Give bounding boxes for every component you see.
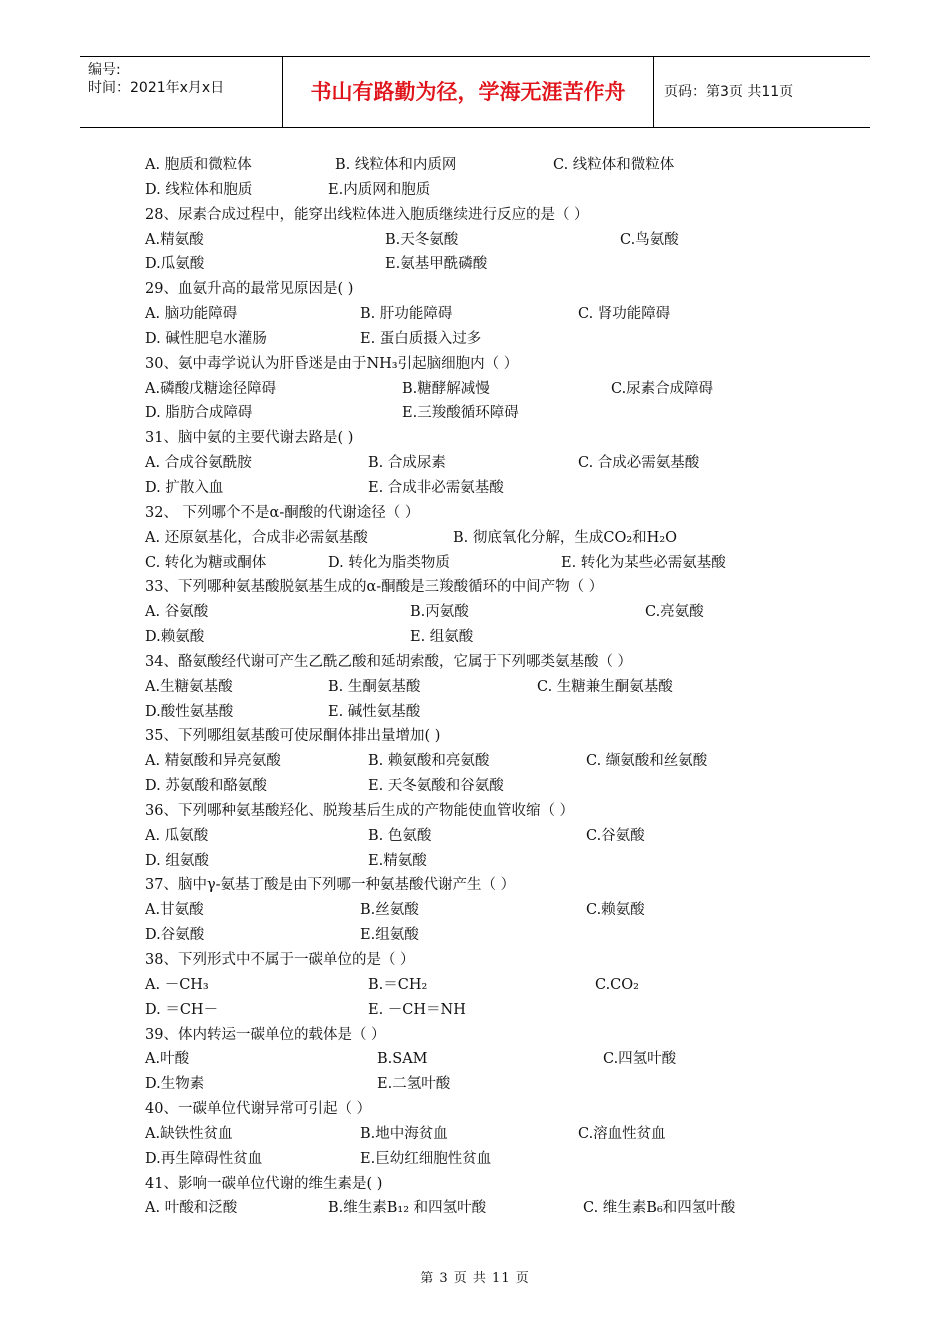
answer-option: A.生糖氨基酸 bbox=[145, 678, 233, 695]
question-text: 36、下列哪种氨基酸羟化、脱羧基后生成的产物能使血管收缩（ ） bbox=[145, 802, 575, 819]
answer-option: D. 脂肪合成障碍 bbox=[145, 405, 253, 422]
option-row bbox=[145, 998, 845, 1023]
option-row bbox=[145, 1147, 845, 1172]
answer-option: B.丝氨酸 bbox=[360, 902, 419, 919]
question-text: 38、下列形式中不属于一碳单位的是（ ） bbox=[145, 952, 415, 968]
answer-option: C.尿素合成障碍 bbox=[611, 380, 714, 397]
answer-option: A. 叶酸和泛酸 bbox=[145, 1200, 238, 1217]
question-text: 39、体内转运一碳单位的载体是（ ） bbox=[145, 1026, 386, 1043]
answer-option: E. －CH＝NH bbox=[368, 1001, 466, 1018]
answer-option: E.组氨酸 bbox=[360, 927, 419, 944]
number-label: 编号: bbox=[88, 62, 121, 78]
answer-option: B. 色氨酸 bbox=[368, 827, 432, 844]
answer-option: D. 转化为脂类物质 bbox=[328, 554, 450, 571]
question-text: 29、血氨升高的最常见原因是( ) bbox=[145, 281, 354, 298]
answer-option: A. 精氨酸和异亮氨酸 bbox=[145, 753, 281, 770]
answer-option: B.丙氨酸 bbox=[410, 604, 469, 621]
answer-option: B. 生酮氨基酸 bbox=[328, 678, 421, 695]
answer-option: A. 还原氨基化，合成非必需氨基酸 bbox=[145, 529, 368, 546]
answer-option: A.磷酸戊糖途径障碍 bbox=[145, 380, 277, 397]
question-stem bbox=[145, 575, 845, 600]
answer-option: A. 合成谷氨酰胺 bbox=[145, 455, 252, 472]
answer-option: E. 合成非必需氨基酸 bbox=[368, 479, 504, 496]
answer-option: E.二氢叶酸 bbox=[377, 1076, 451, 1093]
answer-option: C.鸟氨酸 bbox=[620, 231, 679, 248]
answer-option: D. ＝CH－ bbox=[145, 1001, 219, 1018]
answer-option: B. 线粒体和内质网 bbox=[335, 157, 457, 173]
question-list bbox=[145, 153, 845, 1221]
answer-option: C.溶血性贫血 bbox=[578, 1125, 666, 1142]
answer-option: D.酸性氨基酸 bbox=[145, 703, 234, 720]
answer-option: E. 转化为某些必需氨基酸 bbox=[561, 554, 726, 571]
option-row bbox=[145, 600, 845, 625]
option-row bbox=[145, 526, 845, 551]
answer-option: C.亮氨酸 bbox=[645, 604, 704, 621]
header-meta bbox=[80, 57, 282, 127]
question-text: 32、 下列哪个不是α-酮酸的代谢途径（ ） bbox=[145, 504, 420, 521]
answer-option: E. 组氨酸 bbox=[410, 629, 474, 646]
option-row bbox=[145, 377, 845, 402]
answer-option: B. 彻底氧化分解，生成CO₂和H₂O bbox=[453, 529, 678, 546]
answer-option: B.天冬氨酸 bbox=[385, 231, 459, 248]
question-stem bbox=[145, 277, 845, 302]
answer-option: D. 扩散入血 bbox=[145, 479, 224, 496]
answer-option: B.地中海贫血 bbox=[360, 1125, 448, 1142]
answer-option: E.氨基甲酰磷酸 bbox=[385, 256, 488, 273]
question-text: 37、脑中γ-氨基丁酸是由下列哪一种氨基酸代谢产生（ ） bbox=[145, 877, 516, 894]
answer-option: A. 瓜氨酸 bbox=[145, 827, 209, 844]
answer-option: D. 苏氨酸和酪氨酸 bbox=[145, 778, 267, 795]
answer-option: C.谷氨酸 bbox=[586, 827, 645, 844]
answer-option: A. 脑功能障碍 bbox=[145, 306, 238, 323]
answer-option: E.内质网和胞质 bbox=[328, 181, 431, 198]
header-page-label: 页码：第3页 共11页 bbox=[664, 84, 794, 100]
option-row bbox=[145, 1196, 845, 1221]
question-stem bbox=[145, 1097, 845, 1122]
question-stem bbox=[145, 426, 845, 451]
answer-option: C. 维生素B₆和四氢叶酸 bbox=[583, 1200, 736, 1217]
answer-option: D.生物素 bbox=[145, 1076, 205, 1093]
option-row bbox=[145, 923, 845, 948]
question-stem bbox=[145, 948, 845, 973]
option-row bbox=[145, 228, 845, 253]
question-stem bbox=[145, 650, 845, 675]
answer-option: C.CO₂ bbox=[595, 976, 639, 993]
answer-option: E.精氨酸 bbox=[368, 852, 427, 869]
answer-option: D. 碱性肥皂水灌肠 bbox=[145, 330, 267, 347]
answer-option: D.赖氨酸 bbox=[145, 629, 205, 646]
answer-option: D. 线粒体和胞质 bbox=[145, 181, 253, 198]
option-row bbox=[145, 401, 845, 426]
answer-option: B. 合成尿素 bbox=[368, 455, 446, 472]
option-row bbox=[145, 749, 845, 774]
answer-option: C. 合成必需氨基酸 bbox=[578, 455, 700, 472]
question-text: 40、一碳单位代谢异常可引起（ ） bbox=[145, 1101, 372, 1118]
question-stem bbox=[145, 203, 845, 228]
option-row bbox=[145, 551, 845, 576]
question-text: 30、氨中毒学说认为肝昏迷是由于NH₃引起脑细胞内（ ） bbox=[145, 355, 519, 372]
option-row bbox=[145, 451, 845, 476]
option-row bbox=[145, 774, 845, 799]
answer-option: A.甘氨酸 bbox=[145, 902, 204, 919]
option-row bbox=[145, 178, 845, 203]
option-row bbox=[145, 1072, 845, 1097]
question-text: 33、下列哪种氨基酸脱氨基生成的α-酮酸是三羧酸循环的中间产物（ ） bbox=[145, 579, 604, 596]
option-row bbox=[145, 973, 845, 998]
option-row bbox=[145, 252, 845, 277]
answer-option: D.再生障碍性贫血 bbox=[145, 1150, 263, 1167]
page-header bbox=[80, 56, 870, 128]
question-text: 35、下列哪组氨基酸可使尿酮体排出量增加( ) bbox=[145, 728, 441, 745]
question-text: 28、尿素合成过程中，能穿出线粒体进入胞质继续进行反应的是（ ） bbox=[145, 206, 589, 223]
question-stem bbox=[145, 799, 845, 824]
option-row bbox=[145, 1122, 845, 1147]
answer-option: B.维生素B₁₂ 和四氢叶酸 bbox=[328, 1200, 487, 1217]
question-text: 41、影响一碳单位代谢的维生素是( ) bbox=[145, 1175, 383, 1192]
answer-option: D. 组氨酸 bbox=[145, 852, 209, 869]
answer-option: B.＝CH₂ bbox=[368, 976, 428, 993]
answer-option: C. 缬氨酸和丝氨酸 bbox=[586, 753, 708, 770]
answer-option: C.四氢叶酸 bbox=[603, 1051, 677, 1068]
answer-option: B. 肝功能障碍 bbox=[360, 306, 453, 323]
question-text: 34、酪氨酸经代谢可产生乙酰乙酸和延胡索酸，它属于下列哪类氨基酸（ ） bbox=[145, 653, 633, 670]
answer-option: D.瓜氨酸 bbox=[145, 256, 205, 273]
option-row bbox=[145, 824, 845, 849]
option-row bbox=[145, 302, 845, 327]
option-row bbox=[145, 898, 845, 923]
answer-option: C. 肾功能障碍 bbox=[578, 306, 671, 323]
header-motto: 书山有路勤为径，学海无涯苦作舟 bbox=[282, 57, 654, 127]
answer-option: C.赖氨酸 bbox=[586, 902, 645, 919]
question-stem bbox=[145, 873, 845, 898]
answer-option: C. 转化为糖或酮体 bbox=[145, 554, 267, 571]
answer-option: E.三羧酸循环障碍 bbox=[402, 405, 519, 422]
option-row bbox=[145, 327, 845, 352]
answer-option: E. 天冬氨酸和谷氨酸 bbox=[368, 778, 504, 795]
answer-option: C. 线粒体和微粒体 bbox=[553, 157, 675, 173]
answer-option: E. 碱性氨基酸 bbox=[328, 703, 421, 720]
option-row bbox=[145, 849, 845, 874]
question-stem bbox=[145, 352, 845, 377]
option-row bbox=[145, 675, 845, 700]
answer-option: B.SAM bbox=[377, 1051, 428, 1068]
question-text: 31、脑中氨的主要代谢去路是( ) bbox=[145, 430, 354, 447]
question-stem bbox=[145, 501, 845, 526]
option-row bbox=[145, 625, 845, 650]
question-stem bbox=[145, 724, 845, 749]
question-stem bbox=[145, 1172, 845, 1197]
option-row bbox=[145, 476, 845, 501]
option-row bbox=[145, 1047, 845, 1072]
answer-option: A.精氨酸 bbox=[145, 231, 204, 248]
page-footer: 第 3 页 共 11 页 bbox=[420, 1271, 530, 1286]
answer-option: A. 胞质和微粒体 bbox=[145, 157, 252, 173]
option-row bbox=[145, 700, 845, 725]
answer-option: B.糖酵解减慢 bbox=[402, 380, 490, 397]
answer-option: E.巨幼红细胞性贫血 bbox=[360, 1150, 492, 1167]
answer-option: A.叶酸 bbox=[145, 1051, 190, 1068]
answer-option: A.缺铁性贫血 bbox=[145, 1125, 233, 1142]
answer-option: D.谷氨酸 bbox=[145, 927, 205, 944]
answer-option: A. －CH₃ bbox=[145, 976, 209, 993]
answer-option: B. 赖氨酸和亮氨酸 bbox=[368, 753, 490, 770]
answer-option: A. 谷氨酸 bbox=[145, 604, 209, 621]
option-row bbox=[145, 153, 845, 178]
answer-option: E. 蛋白质摄入过多 bbox=[360, 330, 482, 347]
answer-option: C. 生糖兼生酮氨基酸 bbox=[537, 678, 673, 695]
time-label: 时间：2021年x月x日 bbox=[88, 80, 225, 96]
question-stem bbox=[145, 1023, 845, 1048]
